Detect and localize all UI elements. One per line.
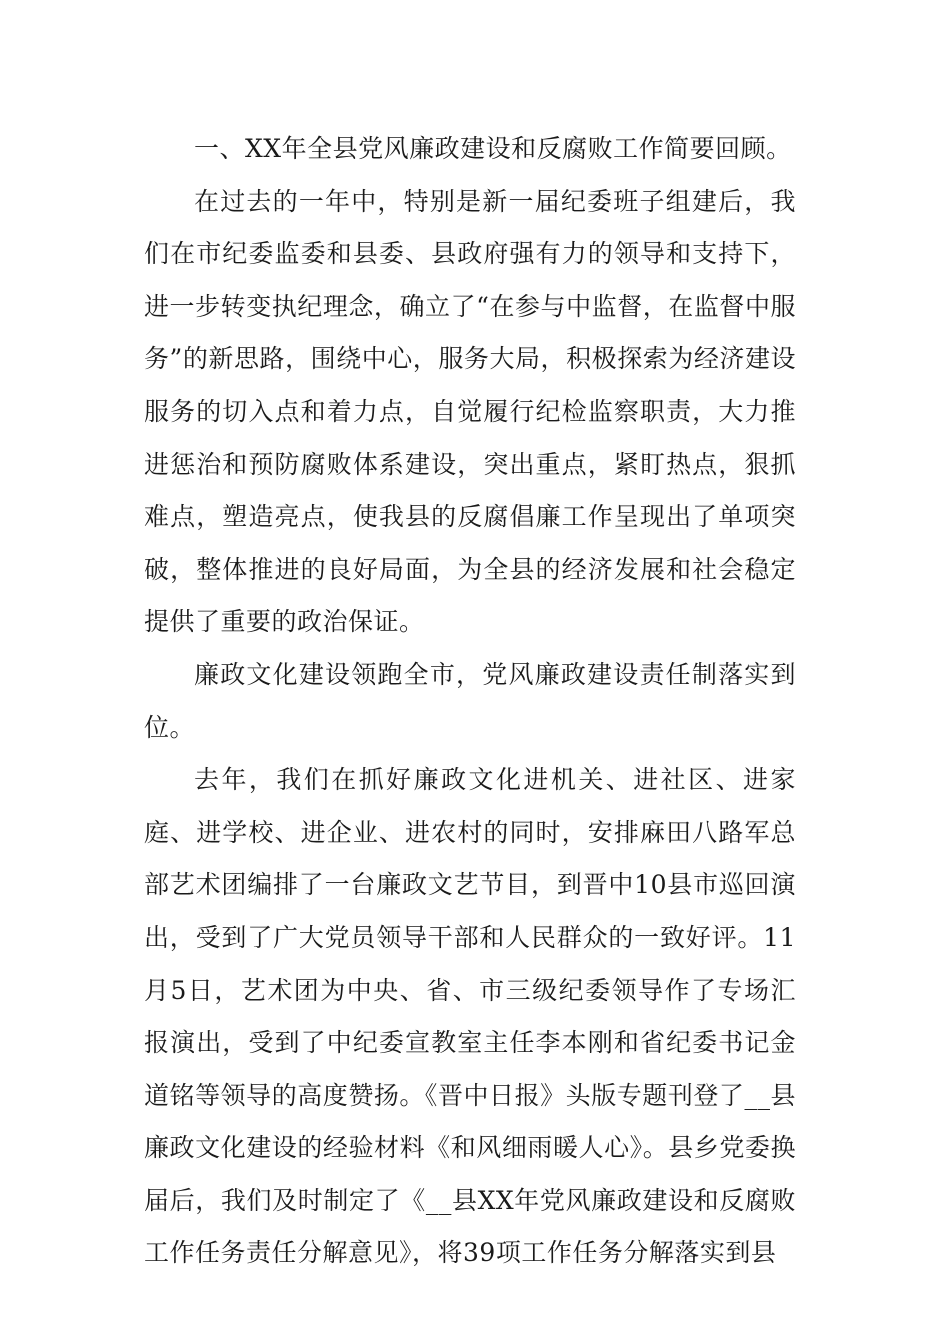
body-paragraph: 廉政文化建设领跑全市，党风廉政建设责任制落实到位。 xyxy=(144,659,796,742)
section-heading-paragraph: 一、XX年全县党风廉政建设和反腐败工作简要回顾。 xyxy=(194,134,792,163)
document-body xyxy=(144,123,796,1280)
body-paragraph: 在过去的一年中，特别是新一届纪委班子组建后，我们在市纪委监委和县委、县政府强有力的领导和支持下，进一步转变执纪理念，确立了“在参与中监督，在监督中服务”的新思路，围绕中心，服务大局，积极探索为经济建设服务的切入点和着力点，自觉履行纪检监察职责，大力推进惩治和预防腐败体系建设，突出重点，紧盯热点，狠抓难点，塑造亮点，使我县的反腐倡廉工作呈现出了单项突破，整体推进的良好局面，为全县的经济发展和社会稳定提供了重要的政治保证。 xyxy=(144,186,796,637)
body-paragraph: 去年，我们在抓好廉政文化进机关、进社区、进家庭、进学校、进企业、进农村的同时，安排麻田八路军总部艺术团编排了一台廉政文艺节目，到晋中10县市巡回演出，受到了广大党员领导干部和人民群众的一致好评。11月5日，艺术团为中央、省、市三级纪委领导作了专场汇报演出，受到了中纪委宣教室主任李本刚和省纪委书记金道铭等领导的高度赞扬。《晋中日报》头版专题刊登了__县廉政文化建设的经验材料《和风细雨暖人心》。县乡党委换届后，我们及时制定了《__县XX年党风廉政建设和反腐败工作任务责任分解意见》，将39项工作任务分解落实到县 xyxy=(144,765,796,1268)
